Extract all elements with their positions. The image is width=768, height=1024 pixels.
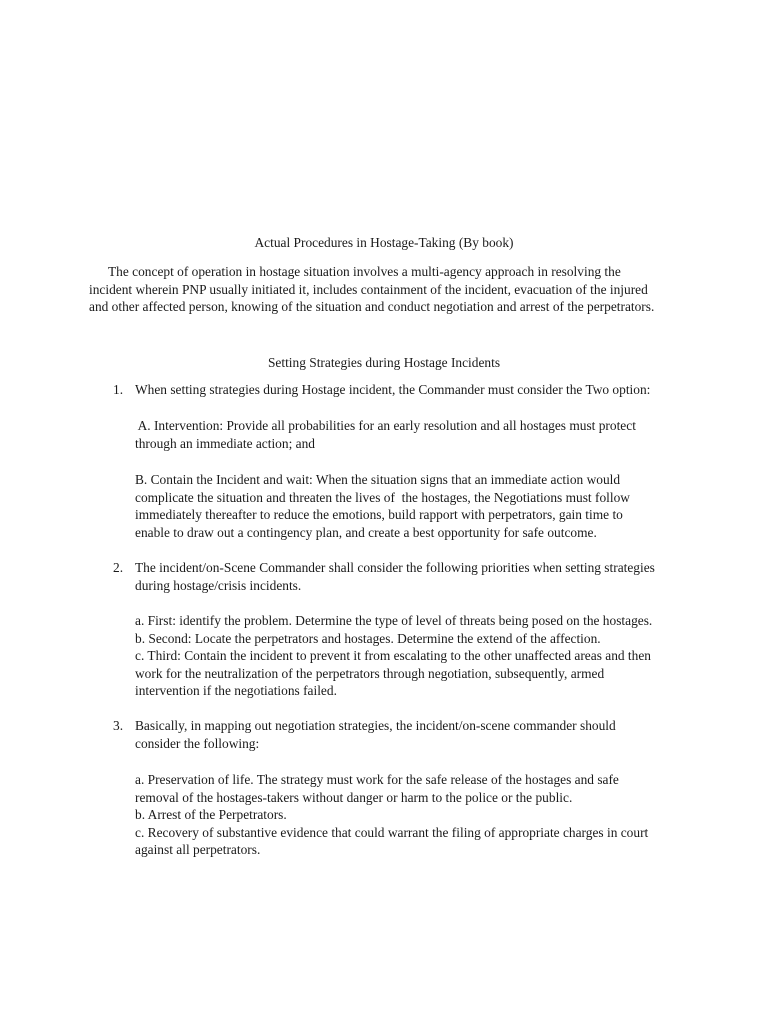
intro-paragraph (89, 263, 679, 316)
text-line: through an immediate action; and (135, 435, 315, 451)
intro-line: incident wherein PNP usually initiated it, includes containment of the incident, evacuation of the injured (89, 281, 648, 297)
list-item-2-priorities (135, 612, 695, 700)
text-line: intervention if the negotiations failed. (135, 683, 337, 699)
text-line: during hostage/crisis incidents. (135, 577, 302, 593)
list-item-1-option-a (135, 417, 695, 452)
intro-line: The concept of operation in hostage situation involves a multi-agency approach in resolving the (108, 264, 621, 279)
list-item-3-considerations (135, 771, 695, 859)
list-item-2-lead (135, 559, 695, 594)
intro-line: and other affected person, knowing of the situation and conduct negotiation and arrest of the perpetrators. (89, 299, 655, 315)
text-line: B. Contain the Incident and wait: When the situation signs that an immediate action would (135, 472, 621, 487)
text-line: complicate the situation and threaten the lives of the hostages, the Negotiations must follow (135, 489, 630, 505)
text-line: When setting strategies during Hostage incident, the Commander must consider the Two option: (135, 382, 651, 397)
text-line: c. Recovery of substantive evidence that could warrant the filing of appropriate charges in court (135, 824, 649, 840)
text-line: A. Intervention: Provide all probabilities for an early resolution and all hostages must protect (135, 418, 636, 433)
list-item-number: 2. (113, 560, 124, 575)
list-item-1-option-b (135, 471, 695, 541)
document-title: Actual Procedures in Hostage-Taking (By book) (254, 235, 514, 250)
text-line: consider the following: (135, 735, 260, 751)
list-item-number: 3. (113, 718, 124, 733)
text-line: c. Third: Contain the incident to prevent it from escalating to the other unaffected areas and then (135, 648, 651, 664)
text-line: enable to draw out a contingency plan, and create a best opportunity for safe outcome. (135, 524, 597, 540)
list-item-1-lead (135, 381, 695, 399)
list-item-3-lead (135, 717, 695, 752)
text-line: The incident/on-Scene Commander shall consider the following priorities when setting strategies (135, 560, 655, 575)
text-line: removal of the hostages-takers without danger or harm to the police or the public. (135, 789, 573, 805)
text-line: Basically, in mapping out negotiation strategies, the incident/on-scene commander should (135, 718, 616, 733)
list-item-number: 1. (113, 382, 124, 397)
text-line: against all perpetrators. (135, 842, 261, 858)
text-line: a. First: identify the problem. Determine the type of level of threats being posed on the hostages. (135, 613, 653, 628)
text-line: a. Preservation of life. The strategy must work for the safe release of the hostages and safe (135, 772, 619, 787)
text-line: work for the neutralization of the perpetrators through negotiation, subsequently, armed (135, 665, 605, 681)
text-line: b. Arrest of the Perpetrators. (135, 807, 287, 823)
text-line: immediately thereafter to reduce the emotions, build rapport with perpetrators, gain time to (135, 507, 623, 523)
section-heading: Setting Strategies during Hostage Incidents (267, 355, 501, 370)
text-line: b. Second: Locate the perpetrators and hostages. Determine the extend of the affection. (135, 630, 601, 646)
